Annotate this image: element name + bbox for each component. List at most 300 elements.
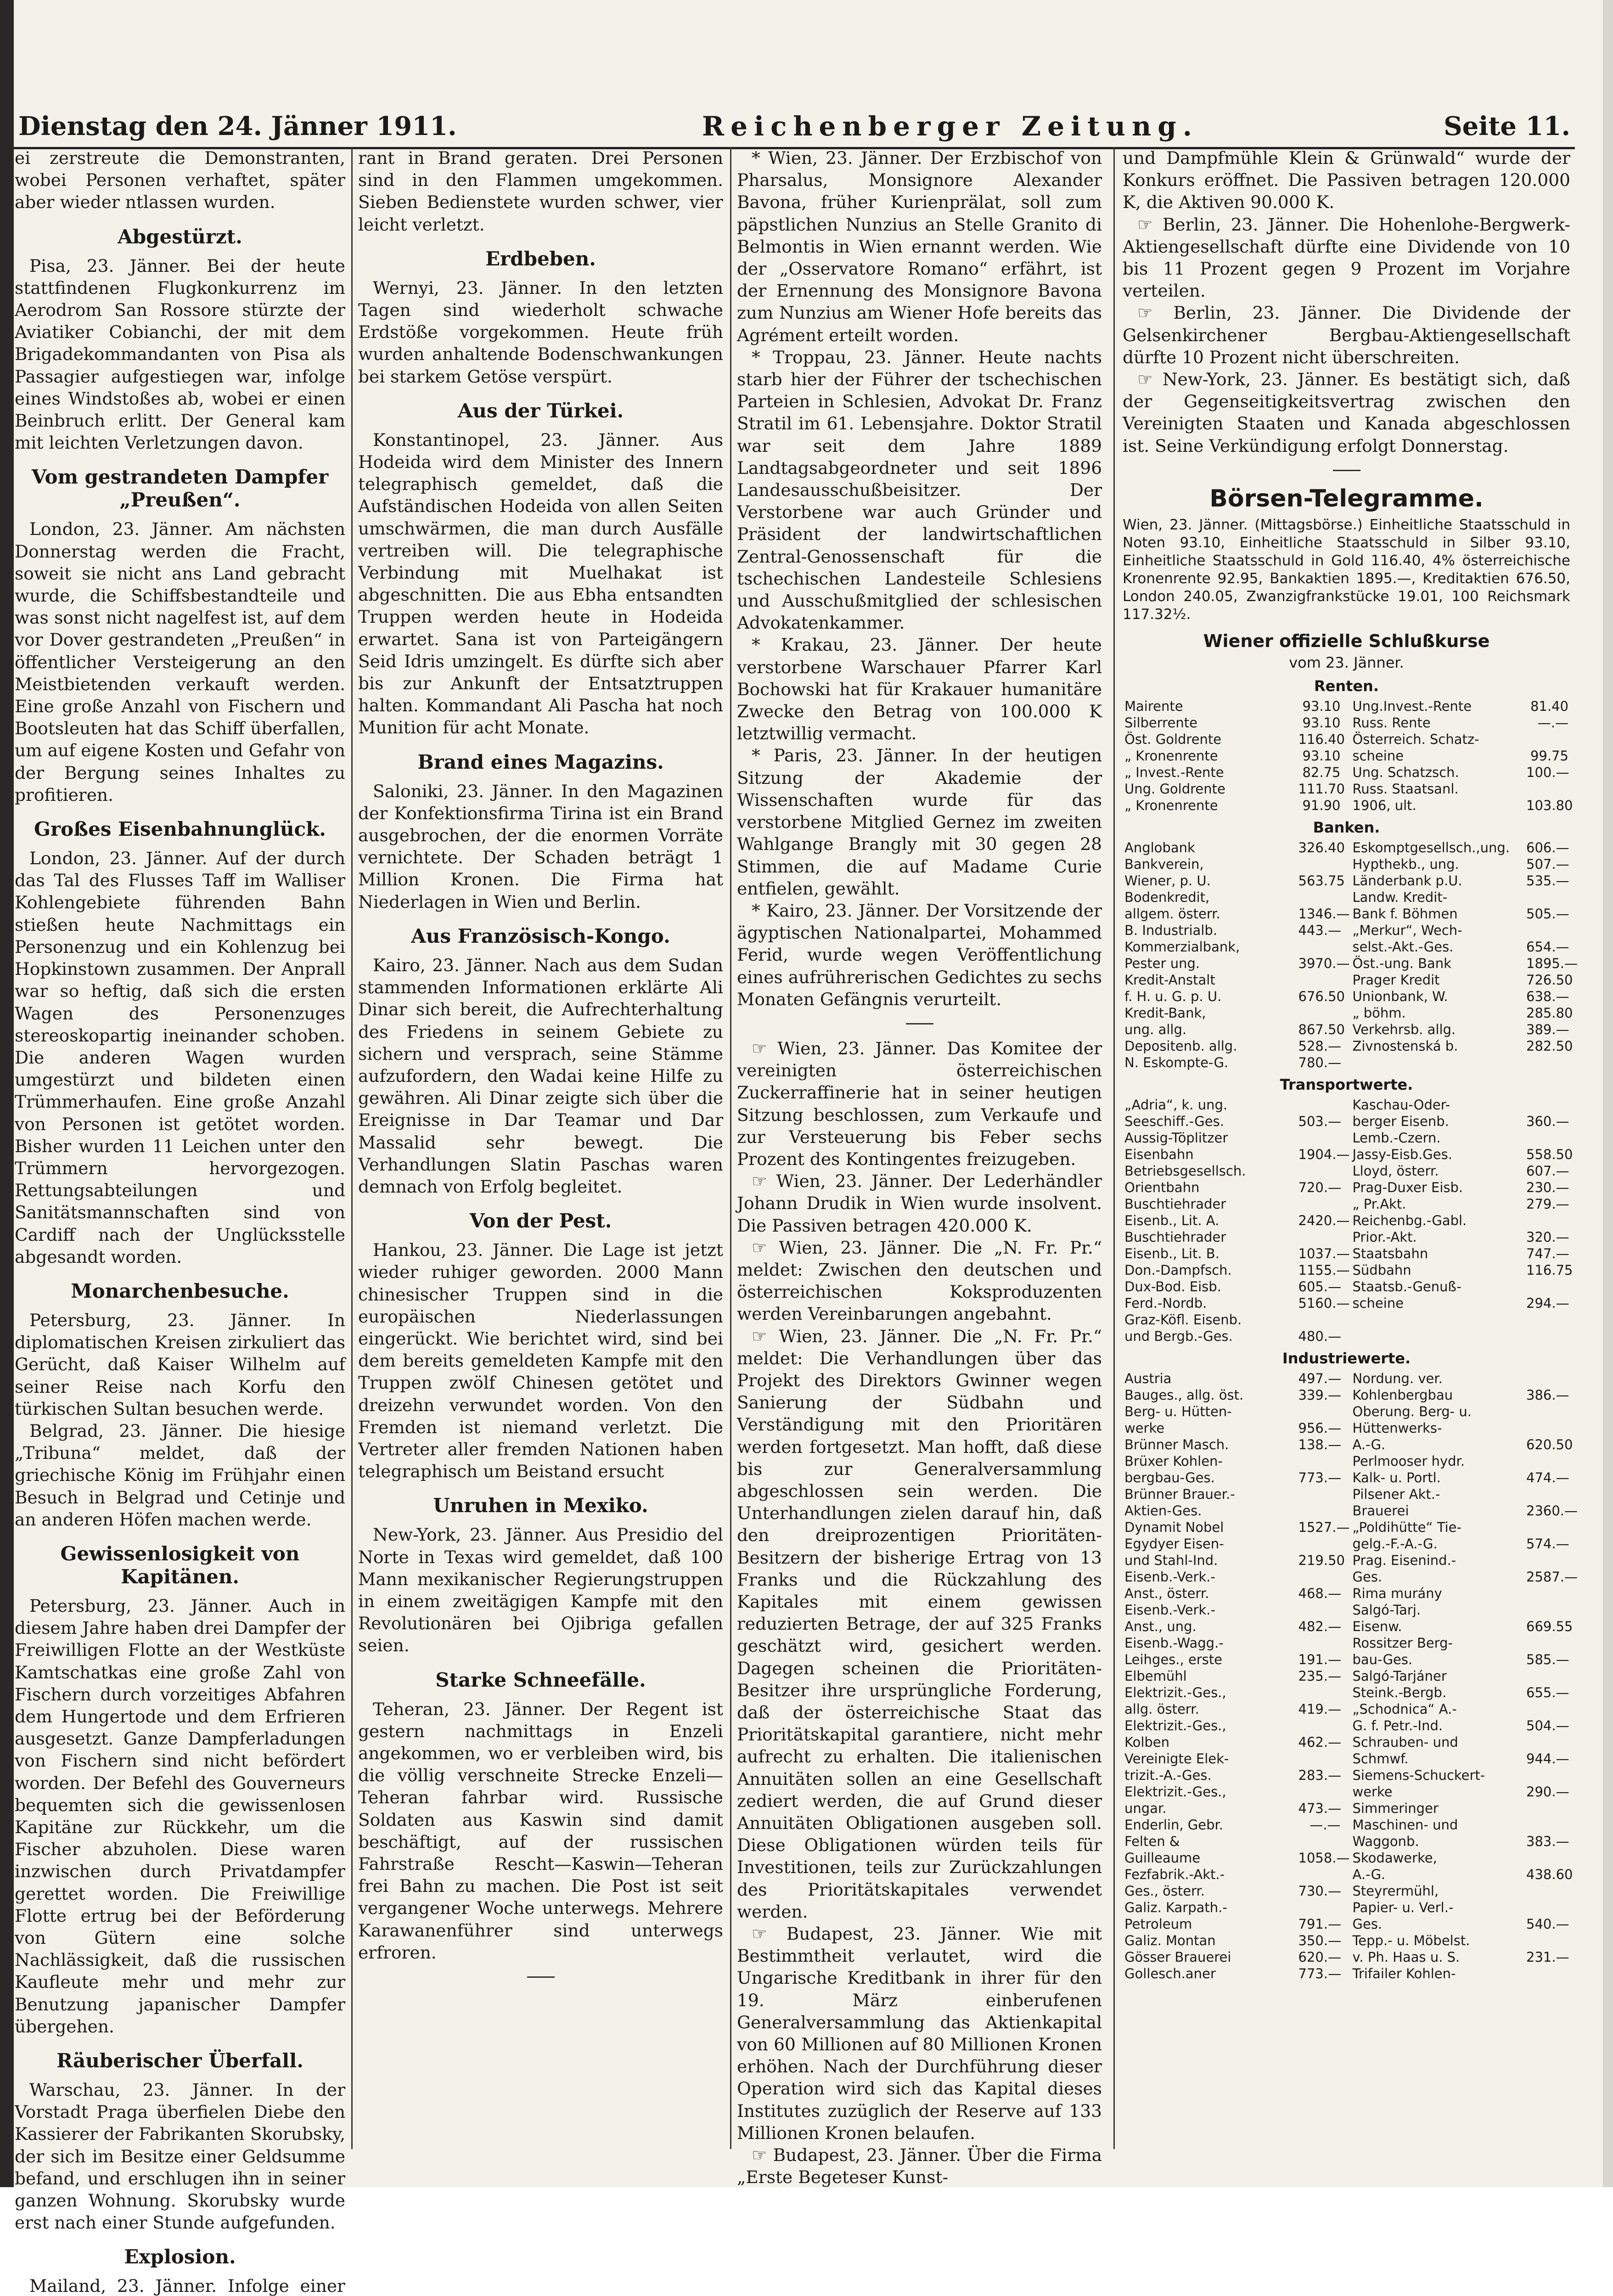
stock-row [1123,988,1570,1005]
stock-value [1297,1569,1343,1585]
article-text: Kairo, 23. Jänner. Nach aus dem Sudan stammenden Informationen erklärte Ali Dinar sich bereit, die Aufrechterhaltung des Friedens in seinem Gebiete zu sichern und versprach, seine Stämme aufzufordern, den Wadai keine Hilfe zu gewähren. Ali Dinar zeigte sich über die Ereignisse in Dar Teamar und Dar Massalid sehr bewegt. Die Verhandlungen Slatin Paschas waren demnach von Erfolg begleitet. [358,955,723,1197]
stock-name: Ges. [1352,1916,1383,1932]
stock-name: Papier- u. Verl.- [1352,1899,1454,1915]
column-gap [1343,1038,1351,1054]
page-number: Seite 11. [1444,111,1570,141]
stock-value: 100.— [1526,764,1569,780]
stock-name: Wiener, p. U. [1124,872,1211,889]
stock-name: werke [1124,1420,1165,1436]
stock-telegram-text: Wien, 23. Jänner. (Mittagsbörse.) Einheitliche Staatsschuld in Noten 93.10, Einheitliche Staatsschuld in Silber 93.10, Einheitliche Staatsschuld in Gold 116.40, 4% österreichische Kronenrente 92.95, Bankaktien 1895.—, Kreditaktien 676.50, London 240.05, Zwanzigfrankstücke 19.01, 100 Reichsmark 117.32½. [1123,516,1570,623]
column-gap [1343,797,1351,814]
stock-row [1123,1651,1570,1668]
stock-name: trizit.-A.-Ges. [1124,1767,1212,1783]
stock-name: Silberrente [1124,715,1197,731]
stock-name: „ Invest.-Rente [1124,764,1224,780]
column-gap [1343,1387,1351,1403]
article-heading: Vom gestrandeten Dampfer „Preußen“. [31,466,329,512]
stock-row [1123,1163,1570,1179]
stock-name: Maschinen- und [1352,1817,1458,1833]
stock-name: Prager Kredit [1352,972,1440,988]
renten-heading: Renten. [1314,677,1379,695]
stock-name: Enderlin, Gebr. [1124,1817,1224,1833]
stock-value: 219.50 [1298,1552,1345,1568]
stock-value: 283.— [1298,1767,1342,1783]
stock-row [1123,1569,1570,1585]
stock-value [1524,1403,1570,1420]
stock-name: Elektrizit.-Ges., [1124,1784,1226,1800]
stock-name: Aktien-Ges. [1124,1503,1202,1519]
stock-value: 791.— [1298,1916,1342,1932]
stock-row [1123,1403,1570,1420]
stock-row [1123,1212,1570,1229]
stock-value [1524,1850,1570,1866]
column-gap [1343,1328,1351,1345]
column-4 [1123,147,1578,2154]
stock-value: 773.— [1298,1469,1342,1486]
stock-name: Lemb.-Czern. [1352,1130,1441,1146]
stock-value [1524,1800,1570,1817]
stock-value [1524,1370,1570,1387]
column-1 [15,147,345,2296]
stock-value: 282.50 [1526,1038,1573,1054]
stock-value: 1155.— [1298,1262,1350,1278]
stock-name: Ung. Schatzsch. [1352,764,1459,780]
stock-name: Fezfabrik.-Akt.- [1124,1866,1225,1882]
stock-value: 230.— [1526,1179,1569,1195]
article-heading: Unruhen in Mexiko. [433,1494,648,1517]
stock-value [1524,922,1570,939]
stock-name: Steyrermühl, [1352,1883,1439,1899]
stock-row [1123,1420,1570,1436]
stock-name: Pester ung. [1124,955,1200,971]
stock-value [1524,1932,1570,1949]
stock-value: 726.50 [1526,972,1573,988]
stock-name: Kaschau-Oder- [1352,1097,1450,1113]
column-gap [1343,1635,1351,1651]
stock-name: allg. österr. [1124,1701,1199,1717]
stock-name: Öst.-ung. Bank [1352,955,1451,971]
stock-value: 279.— [1526,1196,1569,1212]
stock-value: 285.80 [1526,1005,1573,1021]
stock-row [1123,856,1570,872]
stock-value: 231.— [1526,1949,1569,1965]
stock-value: 350.— [1298,1932,1342,1948]
stock-value: 93.10 [1302,748,1341,764]
stock-name: Brünner Masch. [1124,1436,1229,1452]
stock-value: 605.— [1298,1278,1342,1294]
stock-name: Guilleaume [1124,1850,1201,1866]
stock-row [1123,1038,1570,1054]
stock-row [1123,1536,1570,1552]
stock-name: Eisenbahn [1124,1146,1194,1162]
stock-row [1123,1245,1570,1262]
stock-name: Petroleum [1124,1916,1192,1932]
stock-name: Anst., ung. [1124,1618,1197,1634]
article-text: ☞ Wien, 23. Jänner. Die „N. Fr. Pr.“ meldet: Die Verhandlungen über das Projekt des Direktors Gwinner wegen Sanierung der Südbahn und Verständigung mit den Prioritären werden fortgesetzt. Man hofft, daß diese bis zur Generalversammlung abgeschlossen sein werden. Die Unterhandlungen zielen darauf hin, daß den dreiprozentigen Prioritäten-Besitzern der bisherige Ertrag von 13 Franks und die Rückzahlung des Kapitales mit einem gewissen reduzierten Betrage, der auf 325 Franks geschätzt wird, gesichert werden. Dagegen scheinen die Prioritäten-Besitzer ihre ursprüngliche Forderung, daß der österreichische Staat das Prioritätskapital garantiere, nicht mehr aufrecht zu erhalten. Die italienischen Annuitäten sollen an eine Gesellschaft zediert werden, die auf Grund dieser Annuitäten Obligationen ausgeben soll. Diese Obligationen würden teils für Investitionen, teils zur Zurückzahlungen des Prioritätskapitales verwendet werden. [737,1326,1102,1922]
stock-name: Eisenb.-Verk.- [1124,1602,1215,1618]
column-gap [1343,1130,1351,1146]
stock-row [1123,1311,1570,1328]
stock-name: Schrauben- und [1352,1734,1458,1750]
stock-name: „Schodnica“ A.- [1352,1701,1457,1717]
stock-name: und Stahl-Ind. [1124,1552,1218,1568]
column-gap [1343,1311,1351,1328]
stock-row [1123,1486,1570,1503]
stock-value: 5160.— [1298,1295,1350,1311]
stock-row [1123,1668,1570,1684]
column-gap [1343,889,1351,906]
stock-value: 730.— [1298,1883,1342,1899]
stock-value [1297,1750,1343,1767]
article-text: ☞ Wien, 23. Jänner. Die „N. Fr. Pr.“ meldet: Zwischen den deutschen und österreichischen Koksproduzenten werden Vereinbarungen angebahnt. [737,1237,1102,1324]
article-text: * Paris, 23. Jänner. In der heutigen Sitzung der Akademie der Wissenschaften wurde für das verstorbene Mitglied Gernez im zweiten Wahlgange Brangly mit 30 gegen 28 Stimmen, die auf Madame Curie entfielen, gewählt. [737,745,1102,899]
stock-value: 443.— [1298,922,1342,938]
article-text: rant in Brand geraten. Drei Personen sind in den Flammen umgekommen. Sieben Bedienstete wurden schwer, vier leicht verletzt. [358,148,723,235]
stock-row [1123,1585,1570,1602]
stock-value [1297,1196,1343,1212]
column-gap [1343,1817,1351,1833]
article-text: Konstantinopel, 23. Jänner. Aus Hodeida wird dem Minister des Innern telegraphisch gemeldet, daß die Aufständischen Hodeida von allen Seiten umschwärmen, die man durch Ausfälle vertreiben will. Die telegraphische Verbindung mit Muelhakat ist abgeschnitten. Die aus Ebha entsandten Truppen werden heute in Hodeida erwartet. Sana ist von Parteigängern Seid Idris umzingelt. Es dürfte sich aber bis zur Ankunft der Entsatztruppen halten. Kommandant Ali Pascha hat noch Munition für acht Monate. [358,429,723,738]
stock-name: Ges., österr. [1124,1883,1205,1899]
stock-name: Verkehrsb. allg. [1352,1021,1456,1037]
stock-value: 563.75 [1298,872,1345,889]
article-heading: Abgestürzt. [118,225,242,248]
stock-row [1123,955,1570,972]
column-gap [1343,1684,1351,1701]
stock-name [1351,1311,1525,1328]
stock-value [1297,972,1343,988]
article-text: Petersburg, 23. Jänner. In diplomatischen Kreisen zirkuliert das Gerücht, daß Kaiser Wilhelm auf seiner Reise nach Korfu den türkischen Sultan besuchen werde. [15,1310,345,1419]
stock-name: Anst., österr. [1124,1585,1209,1601]
stock-name: Rossitzer Berg- [1352,1635,1453,1651]
banken-heading: Banken. [1313,818,1380,836]
stock-value: 468.— [1298,1585,1342,1601]
column-gap [1343,1113,1351,1130]
stock-value: 2360.— [1526,1503,1578,1519]
stock-value: 99.75 [1530,748,1568,764]
binding-edge [0,0,14,2187]
stock-name: ungar. [1124,1800,1167,1816]
stock-name: Egydyer Eisen- [1124,1536,1224,1552]
column-gap [1343,1618,1351,1635]
column-gap [1343,1668,1351,1684]
stock-name: „ Pr.Akt. [1352,1196,1406,1212]
stock-name: Eisenb., Lit. B. [1124,1245,1220,1261]
stock-name: bergbau-Ges. [1124,1469,1215,1486]
stock-name: Brünner Brauer.- [1124,1486,1235,1502]
stock-value: 504.— [1526,1717,1569,1733]
stock-value: 676.50 [1298,988,1345,1004]
stock-value: 654.— [1526,939,1569,955]
stock-name: Kommerzialbank, [1124,939,1240,955]
column-gap [1343,764,1351,781]
stock-name: „ Kronenrente [1124,797,1218,813]
transport-table [1123,1097,1573,1345]
stock-value [1297,1097,1343,1113]
stock-row [1123,1833,1570,1850]
stock-value: 638.— [1526,988,1569,1004]
stock-section-title: Börsen-Telegramme. [1209,484,1484,512]
article-text: * Krakau, 23. Jänner. Der heute verstorbene Warschauer Pfarrer Karl Bochowski hat für Krakauer humanitäre Zwecke den Betrag von 100.000 K letztwillig vermacht. [737,635,1102,744]
stock-value: 419.— [1298,1701,1342,1717]
header-date: Dienstag den 24. Jänner 1911. [18,111,457,141]
stock-name: A.-G. [1352,1436,1386,1452]
stock-value: 1058.— [1298,1850,1350,1866]
article-text: ei zerstreute die Demonstranten, wobei Personen verhaftet, später aber wieder ntlassen wurden. [15,148,345,213]
column-gap [1343,1453,1351,1469]
stock-value: 480.— [1298,1328,1342,1344]
stock-name: Kolben [1124,1734,1170,1750]
stock-row [1123,698,1570,715]
transport-heading: Transportwerte. [1280,1075,1413,1093]
stock-value [1297,1899,1343,1916]
stock-value [1524,1817,1570,1833]
article-text: * Troppau, 23. Jänner. Heute nachts starb hier der Führer der tschechischen Parteien in Schlesien, Advokat Dr. Franz Stratil im 61. Lebensjahre. Doktor Stratil war seit dem Jahre 1889 Landtagsabgeordneter und seit 1896 Landesausschußbeisitzer. Der Verstorbene war auch Gründer und Präsident der landwirtschaftlichen Zentral-Genossenschaft für die tschechischen Landesteile Schlesiens und Ausschußmitglied der schlesischen Advokatenkammer. [737,347,1102,633]
section-rule [1333,470,1360,471]
stock-value: 720.— [1298,1179,1342,1195]
article-text: Saloniki, 23. Jänner. In den Magazinen der Konfektionsfirma Tirina ist ein Brand ausgebrochen, der die enormen Vorräte vernichtete. Der Schaden beträgt 1 Million Kronen. Die Firma hat Niederlagen in Wien und Berlin. [358,781,723,912]
column-gap [1343,1651,1351,1668]
stock-value [1524,1278,1570,1295]
column-gap [1343,1163,1351,1179]
stock-row [1123,1196,1570,1212]
stock-row [1123,1800,1570,1817]
stock-row [1123,972,1570,988]
article-text: ☞ New-York, 23. Jänner. Es bestätigt sich, daß der Gegenseitigkeitsvertrag zwischen den Vereinigten Staaten und Kanada abgeschlossen ist. Seine Verkündigung erfolgt Donnerstag. [1123,369,1570,456]
stock-name: Oberung. Berg- u. [1352,1403,1472,1419]
stock-row [1123,1295,1570,1311]
article-text: ☞ Budapest, 23. Jänner. Über die Firma „Erste Begeteser Kunst- [737,2145,1102,2188]
column-gap [1343,1005,1351,1021]
stock-value [1297,1486,1343,1503]
stock-name: Vereinigte Elek- [1124,1750,1229,1767]
stock-name: Dynamit Nobel [1124,1519,1224,1535]
stock-value: 1904.— [1298,1146,1350,1162]
stock-value: 235.— [1298,1668,1342,1684]
article-text: ☞ Berlin, 23. Jänner. Die Hohenlohe-Bergwerk-Aktiengesellschaft dürfte eine Dividende von 10 bis 11 Prozent gegen 9 Prozent im Vorjahre verteilen. [1123,214,1570,301]
stock-name: Eisenb., Lit. A. [1124,1212,1220,1228]
stock-name: Ferd.-Nordb. [1124,1295,1207,1311]
stock-value [1297,1784,1343,1800]
column-gap [1343,1420,1351,1436]
stock-row [1123,906,1570,922]
stock-name: Jassy-Eisb.Ges. [1352,1146,1452,1162]
stock-value: 606.— [1526,839,1569,855]
stock-name: Orientbahn [1124,1179,1200,1195]
stock-value: 1895.— [1526,955,1578,971]
stock-row [1123,1130,1570,1146]
article-text: Belgrad, 23. Jänner. Die hiesige „Tribuna“ meldet, daß der griechische König im Frühjahr einen Besuch in Belgrad und Cetinje und an anderen Höfen machen werde. [15,1420,345,1530]
stock-name: 1906, ult. [1352,797,1416,813]
column-gap [1343,1469,1351,1486]
stock-row [1123,1916,1570,1932]
stock-name [1351,1054,1525,1071]
stock-value: 1346.— [1298,906,1350,922]
stock-row [1123,1113,1570,1130]
stock-name: „ böhm. [1352,1005,1406,1021]
stock-row [1123,1850,1570,1866]
article-text: ☞ Budapest, 23. Jänner. Wie mit Bestimmtheit verlautet, wird die Ungarische Kreditbank in ihrer für den 19. März einberufenen Generalversammlung das Aktienkapital von 60 Millionen auf 80 Millionen Kronen erhöhen. Nach der Durchführung dieser Operation wird sich das Kapital dieses Institutes zuzüglich der Reserve auf 133 Millionen Kronen belaufen. [737,1924,1102,2143]
stock-name: Salgó-Tarjáner [1352,1668,1447,1684]
stock-row [1123,764,1570,781]
stock-row [1123,1097,1570,1113]
column-gap [1343,922,1351,939]
stock-value: 482.— [1298,1618,1342,1634]
stock-value: 585.— [1526,1651,1569,1667]
stock-name: Eskomptgesellsch.,ung. [1352,839,1510,855]
column-gap [1343,1734,1351,1750]
stock-name: Kalk- u. Portl. [1352,1469,1441,1486]
column-gap [1343,1750,1351,1767]
stock-value: 473.— [1298,1800,1342,1816]
stock-value: 438.60 [1526,1866,1573,1882]
stock-value: 103.80 [1526,797,1573,813]
article-heading: Aus der Türkei. [457,399,624,422]
stock-row [1123,1453,1570,1469]
stock-value [1524,1311,1570,1328]
stock-row [1123,1387,1570,1403]
stock-name: Brauerei [1352,1503,1409,1519]
stock-name: Seeschiff.-Ges. [1124,1113,1224,1129]
stock-name: Leihges., erste [1124,1651,1223,1667]
column-gap [1343,1965,1351,1982]
renten-table [1123,698,1573,814]
stock-value: —.— [1537,715,1568,731]
column-gap [1343,1278,1351,1295]
stock-name: Betriebsgesellsch. [1124,1163,1246,1179]
stock-name [1351,1328,1525,1345]
stock-value [1297,1866,1343,1883]
stock-value [1524,1635,1570,1651]
banken-table [1123,839,1578,1071]
stock-row [1123,1054,1570,1071]
stock-value: 339.— [1298,1387,1342,1403]
column-gap [1343,1767,1351,1784]
stock-row [1123,1817,1570,1833]
stock-value: 462.— [1298,1734,1342,1750]
stock-value: 2587.— [1526,1569,1578,1585]
article-heading: Erdbeben. [485,247,596,270]
stock-name: Lloyd, österr. [1352,1163,1439,1179]
stock-name: Staatsbahn [1352,1245,1428,1261]
stock-name: Landw. Kredit- [1352,889,1448,905]
stock-name: Depositenb. allg. [1124,1038,1237,1054]
stock-value [1297,1311,1343,1328]
stock-value: 93.10 [1302,698,1341,714]
column-gap [1343,1585,1351,1602]
stock-value [1297,856,1343,872]
stock-name: Gösser Brauerei [1124,1949,1231,1965]
article-text: Wernyi, 23. Jänner. In den letzten Tagen sind wiederholt schwache Erdstöße vorgekommen. Heute früh wurden anhaltende Bodenschwankungen bei starkem Getöse verspürt. [358,277,723,387]
stock-value [1524,1486,1570,1503]
article-text: New-York, 23. Jänner. Aus Presidio del Norte in Texas wird gemeldet, daß 100 Mann mexikanischer Regierungstruppen in einem zweitägigen Kampfe mit den Revolutionären bei Ojibriga gefallen seien. [358,1525,723,1656]
stock-row [1123,1618,1570,1635]
stock-value: 116.75 [1526,1262,1573,1278]
stock-value [1524,1883,1570,1899]
stock-name: „ Kronenrente [1124,748,1218,764]
stock-row [1123,1932,1570,1949]
stock-row [1123,1767,1570,1784]
stock-name: Trifailer Kohlen- [1352,1965,1456,1981]
stock-name: N. Eskompte-G. [1124,1054,1229,1070]
stock-row [1123,1469,1570,1486]
column-rule [1113,147,1115,2149]
column-gap [1343,1701,1351,1717]
stock-value [1524,1212,1570,1229]
stock-name: Pilsener Akt.- [1352,1486,1440,1502]
article-text: * Kairo, 23. Jänner. Der Vorsitzende der ägyptischen Nationalpartei, Mohammed Ferid, wurde wegen Veröffentlichung eines aufrührerischen Gedichtes zu sechs Monaten Gefängnis verurteilt. [737,900,1102,1009]
column-gap [1343,1436,1351,1453]
article-text: London, 23. Jänner. Am nächsten Donnerstag werden die Fracht, soweit sie nicht ans Land gebracht wurde, die Schiffsbestandteile und was sonst nicht nagelfest ist, auf dem vor Dover gestrandeten „Preußen“ in öffentlicher Versteigerung an den Meistbietenden verkauft werden. Eine große Anzahl von Fischern und Bootsleuten hat das Schiff überfallen, um auf eigene Kosten und Gefahr von der Bergung seines Inhaltes zu profitieren. [15,519,345,805]
stock-row [1123,1436,1570,1453]
stock-value [1524,889,1570,906]
stock-row [1123,1146,1570,1163]
stock-value: 558.50 [1526,1146,1573,1162]
stock-name: Russ. Rente [1352,715,1431,731]
column-gap [1343,1097,1351,1113]
stock-name: Bauges., allg. öst. [1124,1387,1244,1403]
column-gap [1343,1784,1351,1800]
stock-name: allgem. österr. [1124,906,1220,922]
column-gap [1343,748,1351,764]
stock-row [1123,1552,1570,1569]
page-edge [1603,0,1613,2187]
column-gap [1343,1916,1351,1932]
stock-name: Kredit-Bank, [1124,1005,1206,1021]
stock-value: 383.— [1526,1833,1569,1849]
column-gap [1343,1949,1351,1965]
stock-name: Buschtiehrader [1124,1229,1226,1245]
stock-name: Ung. Goldrente [1124,781,1225,797]
article-text: Pisa, 23. Jänner. Bei der heute stattfindenen Flugkonkurrenz im Aerodrom San Rossore stürzte der Aviatiker Cobianchi, der mit dem Brigadekommandanten von Pisa als Passagier aufgestiegen war, infolge eines Windstoßes ab, wobei er einen Beinbruch erlitt. Der General kam mit leichten Verletzungen davon. [15,255,345,453]
stock-value [1524,1420,1570,1436]
stock-name: selst.-Akt.-Ges. [1352,939,1454,955]
stock-value [1524,1767,1570,1784]
stock-name: Schmwf. [1352,1750,1409,1767]
stock-value: 1037.— [1298,1245,1350,1261]
stock-value: 3970.— [1298,955,1350,971]
column-gap [1343,1899,1351,1916]
stock-value [1297,1833,1343,1850]
stock-name: Bank f. Böhmen [1352,906,1458,922]
stock-row [1123,1179,1570,1196]
stock-name: „Merkur“, Wech- [1352,922,1462,938]
stock-value [1297,1163,1343,1179]
stock-row [1123,1635,1570,1651]
stock-name: Russ. Staatsanl. [1352,781,1459,797]
article-text: Hankou, 23. Jänner. Die Lage ist jetzt wieder ruhiger geworden. 2000 Mann chinesischer Truppen sind in die europäischen Niederlassungen eingerückt. Wie berichtet wird, sind bei dem bereits gemeldeten Kampfe mit den Truppen zwölf Chinesen getötet und dreizehn verwundet worden. Von den Fremden ist niemand verletzt. Die Vertreter aller fremden Nationen haben telegraphisch um Beistand ersucht [358,1240,723,1482]
stock-name: Siemens-Schuckert- [1352,1767,1485,1783]
section-rule [906,1023,933,1024]
column-gap [1343,1800,1351,1817]
stock-name: Österreich. Schatz- [1352,731,1479,747]
column-gap [1343,1403,1351,1420]
column-gap [1343,972,1351,988]
stock-value: 138.— [1298,1436,1342,1452]
column-gap [1343,1486,1351,1503]
stock-name: Aussig-Töplitzer [1124,1130,1228,1146]
stock-row [1123,1684,1570,1701]
stock-name: Perlmooser hydr. [1352,1453,1465,1469]
column-gap [1343,698,1351,715]
stock-value [1297,1403,1343,1420]
column-rule [351,147,353,2149]
stock-value: 669.55 [1526,1618,1573,1634]
page-header [14,106,1575,149]
stock-name: Galiz. Montan [1124,1932,1216,1948]
article-heading: Starke Schneefälle. [435,1668,646,1691]
stock-value [1524,1734,1570,1750]
